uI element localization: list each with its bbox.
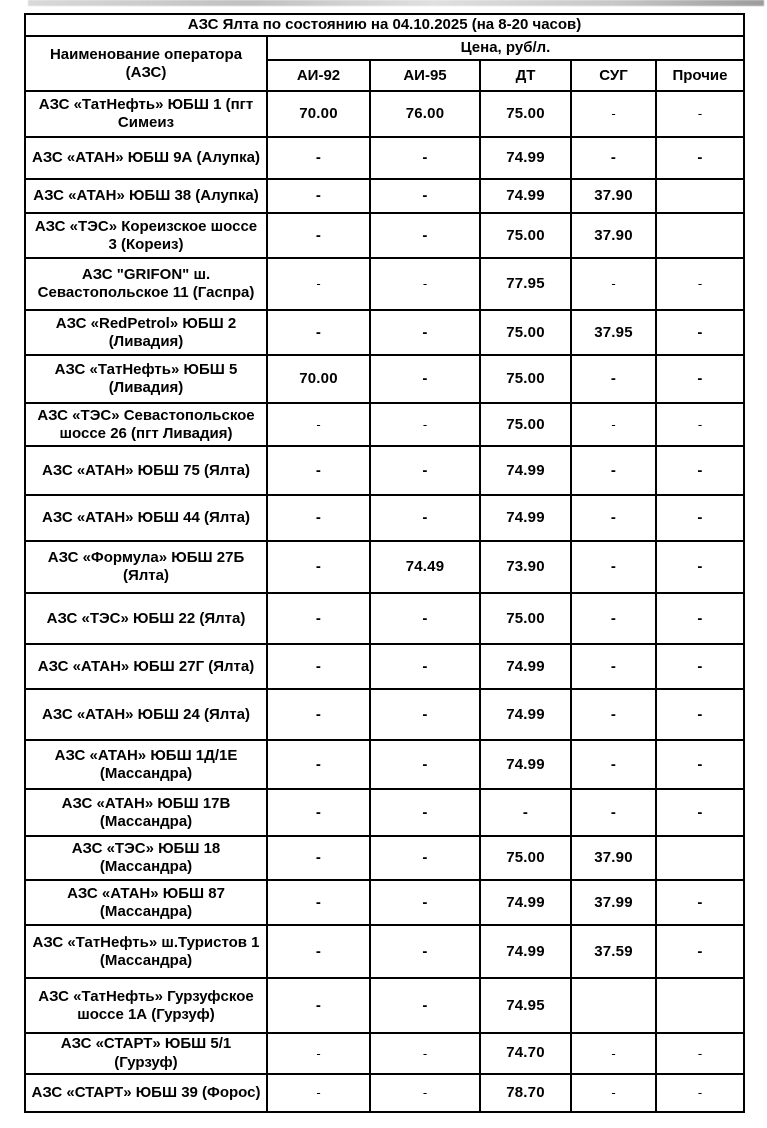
station-name: АЗС «СТАРТ» ЮБШ 5/1 (Гурзуф) [25, 1033, 267, 1074]
station-name: АЗС «Формула» ЮБШ 27Б (Ялта) [25, 541, 267, 593]
station-row [25, 137, 744, 179]
station-row [25, 179, 744, 213]
price-cell-ai92: - [267, 978, 370, 1033]
price-cell-sug: - [571, 446, 656, 495]
price-cell-dt: 75.00 [480, 403, 571, 446]
station-name: АЗС «АТАН» ЮБШ 27Г (Ялта) [25, 644, 267, 689]
price-cell-other [656, 213, 744, 258]
table-title: АЗС Ялта по состоянию на 04.10.2025 (на 8-20 часов) [25, 14, 744, 36]
station-name: АЗС «ТЭС» Кореизское шоссе 3 (Кореиз) [25, 213, 267, 258]
station-row [25, 495, 744, 541]
price-cell-ai95: - [370, 446, 480, 495]
station-name: АЗС «ТатНефть» ЮБШ 1 (пгт Симеиз [25, 91, 267, 137]
price-cell-ai92: - [267, 137, 370, 179]
station-row [25, 213, 744, 258]
price-cell-ai92: - [267, 836, 370, 880]
price-cell-ai95: - [370, 1033, 480, 1074]
price-cell-other: - [656, 403, 744, 446]
station-name: АЗС «АТАН» ЮБШ 17В (Массандра) [25, 789, 267, 836]
fuel-price-table [24, 13, 745, 1113]
price-cell-sug: 37.90 [571, 179, 656, 213]
price-cell-ai92: - [267, 925, 370, 978]
price-cell-ai95: - [370, 740, 480, 789]
price-cell-ai95: - [370, 495, 480, 541]
price-cell-ai95: - [370, 880, 480, 925]
station-row [25, 258, 744, 310]
station-row [25, 403, 744, 446]
station-row [25, 1074, 744, 1112]
price-cell-ai92: - [267, 789, 370, 836]
station-row [25, 1033, 744, 1074]
price-cell-ai95: - [370, 644, 480, 689]
price-cell-sug: 37.95 [571, 310, 656, 355]
price-cell-sug: - [571, 403, 656, 446]
price-cell-dt: 73.90 [480, 541, 571, 593]
price-cell-other [656, 836, 744, 880]
price-cell-dt: 74.70 [480, 1033, 571, 1074]
price-cell-sug: - [571, 541, 656, 593]
price-cell-sug: - [571, 91, 656, 137]
price-cell-ai92: - [267, 179, 370, 213]
price-cell-ai95: - [370, 310, 480, 355]
station-name: АЗС «АТАН» ЮБШ 1Д/1Е (Массандра) [25, 740, 267, 789]
title-row [25, 14, 744, 36]
price-cell-other: - [656, 593, 744, 644]
price-cell-other: - [656, 310, 744, 355]
price-cell-ai95: - [370, 258, 480, 310]
price-cell-sug [571, 978, 656, 1033]
price-cell-other [656, 179, 744, 213]
station-row [25, 310, 744, 355]
price-cell-sug: 37.99 [571, 880, 656, 925]
price-cell-dt: 75.00 [480, 836, 571, 880]
price-cell-sug: - [571, 1074, 656, 1112]
station-row [25, 355, 744, 403]
price-cell-ai92: - [267, 310, 370, 355]
price-cell-other: - [656, 446, 744, 495]
price-cell-dt: 75.00 [480, 310, 571, 355]
price-cell-ai92: - [267, 880, 370, 925]
price-cell-dt: 74.99 [480, 880, 571, 925]
station-row [25, 978, 744, 1033]
station-row [25, 91, 744, 137]
price-cell-ai92: - [267, 446, 370, 495]
price-cell-dt: 74.99 [480, 740, 571, 789]
station-row [25, 593, 744, 644]
column-header-ai92: АИ-92 [267, 60, 370, 91]
price-cell-dt: - [480, 789, 571, 836]
price-cell-sug: - [571, 740, 656, 789]
price-cell-other: - [656, 925, 744, 978]
price-cell-ai95: - [370, 789, 480, 836]
column-header-dt: ДТ [480, 60, 571, 91]
price-cell-dt: 74.99 [480, 689, 571, 740]
station-name: АЗС «ТЭС» Севастопольское шоссе 26 (пгт Ливадия) [25, 403, 267, 446]
price-cell-dt: 74.99 [480, 925, 571, 978]
column-header-price: Цена, руб/л. [267, 36, 744, 60]
station-name: АЗС «ТЭС» ЮБШ 18 (Массандра) [25, 836, 267, 880]
price-cell-other: - [656, 789, 744, 836]
price-cell-sug: - [571, 593, 656, 644]
station-rows [25, 91, 744, 1112]
price-cell-ai92: 70.00 [267, 91, 370, 137]
price-cell-other: - [656, 258, 744, 310]
price-cell-ai92: - [267, 541, 370, 593]
station-row [25, 446, 744, 495]
price-cell-other: - [656, 1074, 744, 1112]
price-cell-dt: 74.99 [480, 446, 571, 495]
price-cell-sug: - [571, 689, 656, 740]
price-cell-ai95: - [370, 403, 480, 446]
price-cell-other: - [656, 689, 744, 740]
price-cell-dt: 78.70 [480, 1074, 571, 1112]
price-cell-sug: 37.90 [571, 836, 656, 880]
price-cell-ai95: - [370, 137, 480, 179]
price-cell-dt: 74.99 [480, 179, 571, 213]
price-cell-ai95: - [370, 689, 480, 740]
price-cell-ai92: - [267, 1074, 370, 1112]
price-cell-ai92: - [267, 593, 370, 644]
station-name: АЗС «АТАН» ЮБШ 38 (Алупка) [25, 179, 267, 213]
price-cell-other: - [656, 495, 744, 541]
price-cell-other: - [656, 740, 744, 789]
station-row [25, 689, 744, 740]
station-row [25, 740, 744, 789]
price-cell-ai92: 70.00 [267, 355, 370, 403]
price-cell-dt: 75.00 [480, 355, 571, 403]
price-cell-other [656, 978, 744, 1033]
price-cell-sug: - [571, 1033, 656, 1074]
column-header-other: Прочие [656, 60, 744, 91]
price-cell-ai95: - [370, 213, 480, 258]
price-cell-ai92: - [267, 1033, 370, 1074]
scan-artifact [28, 0, 764, 6]
price-cell-sug: - [571, 258, 656, 310]
price-cell-dt: 75.00 [480, 593, 571, 644]
price-cell-dt: 74.95 [480, 978, 571, 1033]
station-row [25, 880, 744, 925]
price-cell-ai95: - [370, 179, 480, 213]
price-cell-ai92: - [267, 495, 370, 541]
station-name: АЗС «ТЭС» ЮБШ 22 (Ялта) [25, 593, 267, 644]
price-cell-other: - [656, 644, 744, 689]
price-cell-ai95: - [370, 355, 480, 403]
price-cell-sug: - [571, 644, 656, 689]
price-cell-dt: 74.99 [480, 644, 571, 689]
price-cell-ai92: - [267, 213, 370, 258]
price-cell-ai92: - [267, 258, 370, 310]
price-cell-sug: - [571, 789, 656, 836]
price-cell-sug: 37.59 [571, 925, 656, 978]
price-cell-dt: 75.00 [480, 213, 571, 258]
price-cell-other: - [656, 355, 744, 403]
price-cell-other: - [656, 541, 744, 593]
price-cell-sug: - [571, 355, 656, 403]
station-name: АЗС «RedPetrol» ЮБШ 2 (Ливадия) [25, 310, 267, 355]
price-header-row [25, 36, 744, 60]
station-name: АЗС «АТАН» ЮБШ 9А (Алупка) [25, 137, 267, 179]
price-cell-sug: - [571, 137, 656, 179]
price-cell-dt: 74.99 [480, 137, 571, 179]
price-cell-ai92: - [267, 644, 370, 689]
column-header-ai95: АИ-95 [370, 60, 480, 91]
price-cell-dt: 77.95 [480, 258, 571, 310]
price-cell-ai95: - [370, 593, 480, 644]
price-cell-other: - [656, 137, 744, 179]
station-name: АЗС «ТатНефть» ЮБШ 5 (Ливадия) [25, 355, 267, 403]
station-name: АЗС «ТатНефть» Гурзуфское шоссе 1А (Гурзуф) [25, 978, 267, 1033]
station-row [25, 925, 744, 978]
price-cell-sug: - [571, 495, 656, 541]
price-cell-other: - [656, 1033, 744, 1074]
price-cell-ai92: - [267, 740, 370, 789]
price-cell-ai92: - [267, 403, 370, 446]
price-cell-ai95: - [370, 1074, 480, 1112]
station-row [25, 541, 744, 593]
price-cell-ai95: - [370, 836, 480, 880]
station-row [25, 644, 744, 689]
station-name: АЗС "GRIFON" ш. Севастопольское 11 (Гаспра) [25, 258, 267, 310]
column-header-sug: СУГ [571, 60, 656, 91]
station-name: АЗС «АТАН» ЮБШ 44 (Ялта) [25, 495, 267, 541]
station-row [25, 836, 744, 880]
price-cell-ai95: 76.00 [370, 91, 480, 137]
price-cell-dt: 74.99 [480, 495, 571, 541]
station-name: АЗС «АТАН» ЮБШ 75 (Ялта) [25, 446, 267, 495]
station-name: АЗС «АТАН» ЮБШ 24 (Ялта) [25, 689, 267, 740]
price-cell-ai95: - [370, 925, 480, 978]
column-header-operator-name: Наименование оператора (АЗС) [25, 36, 267, 91]
price-cell-other: - [656, 91, 744, 137]
price-cell-ai95: 74.49 [370, 541, 480, 593]
price-cell-ai95: - [370, 978, 480, 1033]
price-cell-other: - [656, 880, 744, 925]
price-cell-sug: 37.90 [571, 213, 656, 258]
price-cell-ai92: - [267, 689, 370, 740]
station-row [25, 789, 744, 836]
price-cell-dt: 75.00 [480, 91, 571, 137]
station-name: АЗС «ТатНефть» ш.Туристов 1 (Массандра) [25, 925, 267, 978]
station-name: АЗС «АТАН» ЮБШ 87 (Массандра) [25, 880, 267, 925]
station-name: АЗС «СТАРТ» ЮБШ 39 (Форос) [25, 1074, 267, 1112]
